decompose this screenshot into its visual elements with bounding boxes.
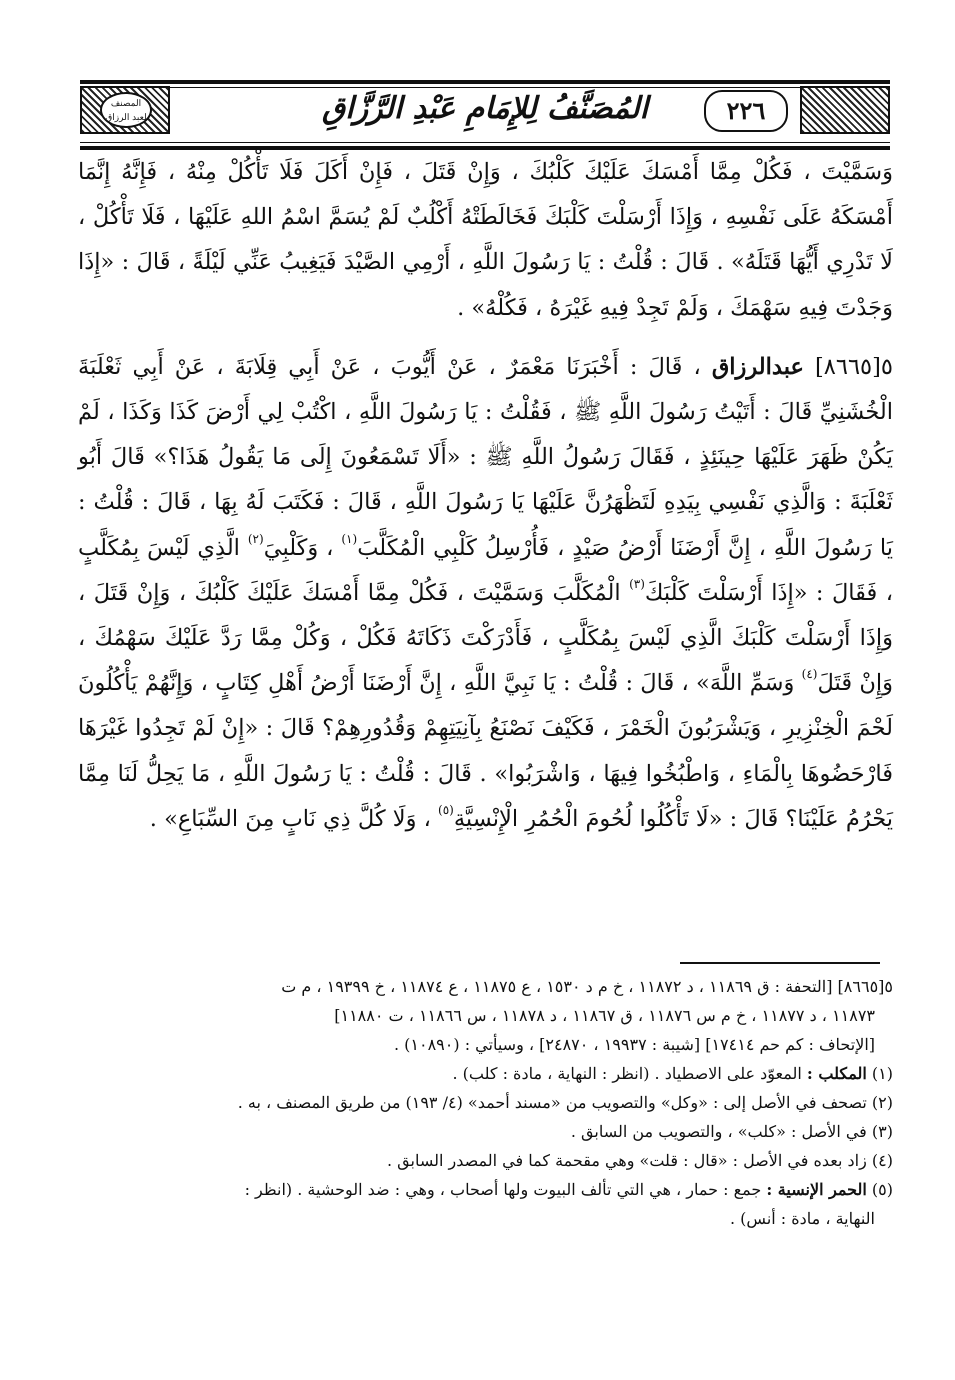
takhrij-line-1: ٥[٨٦٦٥] [التحفة : ق ١١٨٦٩ ، د ١١٨٧٢ ، خ م د ١٥٣٠ ، ع ١١٨٧٥ ، ع ١١٨٧٤ ، خ ١٩٣٩٩ ، م ت — [281, 977, 893, 996]
takhrij-line-2: ١١٨٧٣ ، د ١١٨٧٧ ، خ م س ١١٨٧٦ ، ق ١١٨٦٧ ، د ١١٨٧٨ ، س ١١٨٦٦ ، ت ١١٨٨٠] — [334, 1006, 875, 1025]
footnote-5-text: جمع : حمار ، هي التي تألف البيوت ولها أصحاب ، وهي : ضد الوحشية . (انظر : — [244, 1180, 762, 1199]
footnote-ref-1: (١) — [341, 531, 358, 546]
header-ornament-right — [800, 86, 890, 134]
footnote-2: (٢) تصحف في الأصل إلى : «وكل» والتصويب من «مسند أحمد» (٤/ ١٩٣) من طريق المصنف ، به . — [237, 1093, 893, 1112]
hadith-text-part-1: ، قَالَ : أَخْبَرَنَا مَعْمَرٌ ، عَنْ أَيُّوبَ ، عَنْ أَبِي قِلَابَةَ ، عَنْ أَبِي ثَعْلَبَةَ الْخُشَنِيِّ قَالَ : أَتَيْتُ رَسُولَ اللَّهِ ﷺ ، فَقُلْتُ : يَا رَسُولَ اللَّهِ ، اكْتُبْ لِي أَرْضَ كَذَا وَكَذَا ، لَمْ يَكُنْ ظَهَرَ عَلَيْهَا حِينَئِذٍ ، فَقَالَ رَسُولُ اللَّهِ ﷺ : «أَلَا تَسْمَعُونَ إِلَى مَا يَقُولُ هَذَا؟» قَالَ أَبُو ثَعْلَبَةَ : وَالَّذِي نَفْسِي بِيَدِهِ لَتَظْهَرُنَّ عَلَيْهَا يَا رَسُولَ اللَّهِ ، قَالَ : فَكَتَبَ لَهُ بِهَا ، قَالَ : قُلْتُ : يَا رَسُولَ اللَّهِ ، إِنَّ أَرْضَنَا أَرْضُ صَيْدٍ ، فَأُرْسِلُ كَلْبِي الْمُكَلَّبَ — [78, 353, 894, 561]
page-number: ٢٢٦ — [704, 90, 788, 132]
paragraph-1-text: وَسَمَّيْتَ ، فَكُلْ مِمَّا أَمْسَكَ عَلَيْكَ كَلْبُكَ ، وَإِنْ قَتَلَ ، فَإِنْ أَكَلَ فَلَا تَأْكُلْ مِنْهُ ، فَإِنَّهُ إِنَّمَا أَمْسَكَهُ عَلَى نَفْسِهِ ، وَإِذَا أَرْسَلْتَ كَلْبَكَ فَخَالَطَتْهُ أَكْلُبٌ لَمْ يُسَمَّ اسْمُ اللهِ عَلَيْهَا ، فَلَا تَأْكُلْ ، لَا تَدْرِي أَيُّهَا قَتَلَهُ» . قَالَ : قُلْتُ : يَا رَسُولَ اللَّهِ ، أَرْمِي الصَّيْدَ فَيَغِيبُ عَنِّي لَيْلَةً ، قَالَ : «إِذَا وَجَدْتَ فِيهِ سَهْمَكَ ، وَلَمْ تَجِدْ فِيهِ غَيْرَهُ ، فَكُلْهُ» . — [78, 159, 893, 321]
main-text — [78, 150, 893, 842]
footnote-ref-3: (٣) — [629, 576, 645, 591]
footnote-5 — [78, 1175, 893, 1204]
takhrij-line-3: [الإتحاف : كم حم ١٧٤١٤] [شيبة : ١٩٩٣٧ ، ٢٤٨٧٠] ، وسيأتي : (١٠٨٩٠) . — [393, 1035, 875, 1054]
narrator-name: عبدالرزاق — [711, 353, 804, 380]
hadith-text-part-2: ، وَكَلْبِيَ — [263, 534, 334, 561]
footnote-1-number: (١) — [871, 1064, 893, 1083]
footnote-divider — [680, 962, 880, 964]
footnote-1-text: المعوّد على الاصطياد . (انظر : النهاية ، مادة : كلب) . — [452, 1064, 802, 1083]
footnote-5-number: (٥) — [871, 1180, 893, 1199]
footnote-1-term: المكلب : — [806, 1064, 867, 1083]
hadith-text-part-3: الَّذِي لَيْسَ بِمُكَلَّبٍ ، فَقَالَ : «إِذَا أَرْسَلْتَ كَلْبَكَ — [78, 534, 894, 606]
header-ornament-left — [80, 86, 170, 134]
footnote-4: (٤) زاد بعده في الأصل : «قال : قلت» وهي مقحمة كما في المصدر السابق . — [386, 1151, 893, 1170]
hadith-number: ٥[٨٦٦٥] — [815, 353, 893, 380]
footnotes — [78, 972, 893, 1233]
hadith-text-part-6: ، وَلَا كُلَّ ذِي نَابٍ مِنَ السِّبَاعِ» . — [149, 805, 431, 832]
hadith-text-part-5: وَسَمِّ اللَّهَ» ، قَالَ : قُلْتُ : يَا نَبِيَّ اللَّهِ ، إِنَّ أَرْضَنَا أَرْضُ أَهْلِ كِتَابٍ ، وَإِنَّهُمْ يَأْكُلُونَ لَحْمَ الْخِنْزِيرِ ، وَيَشْرَبُونَ الْخَمْرَ ، فَكَيْفَ نَصْنَعُ بِآنِيَتِهِمْ وَقُدُورِهِمْ؟ قَالَ : «إِنْ لَمْ تَجِدُوا غَيْرَهَا فَارْحَضُوهَا بِالْمَاءِ ، وَاطْبُخُوا فِيهَا ، وَاشْرَبُوا» . قَالَ : قُلْتُ : يَا رَسُولَ اللَّهِ ، مَا يَحِلُّ لَنَا مِمَّا يَحْرُمُ عَلَيْنَا؟ قَالَ : «لَا تَأْكُلُوا لُحُومَ الْحُمُرِ الْإِنْسِيَّةِ — [78, 670, 893, 832]
footnote-ref-4: (٤) — [801, 667, 818, 682]
running-title: المُصَنَّفُ لِلإِمَامِ عَبْدِ الرَّزَّاقِ — [322, 91, 648, 126]
paragraph-continuation — [78, 150, 893, 331]
book-medallion-logo: المصنف لعبد الرزاق — [100, 92, 152, 128]
footnote-5-term: الحمر الإنسية : — [766, 1180, 867, 1199]
footnote-3: (٣) في الأصل : «كلب» ، والتصويب من السابق . — [570, 1122, 893, 1141]
footnote-1 — [78, 1059, 893, 1088]
hadith-text-part-4: الْمُكَلَّبَ وَسَمَّيْتَ ، فَكُلْ مِمَّا أَمْسَكَ عَلَيْكَ كَلْبُكَ ، وَإِنْ قَتَلَ ، وَإِذَا أَرْسَلْتَ كَلْبَكَ الَّذِي لَيْسَ بِمُكَلَّبٍ ، فَأَدْرَكْتَ ذَكَاتَهُ فَكُلْ ، وَكُلْ مِمَّا رَدَّ عَلَيْكَ سَهْمُكَ ، وَإِنْ قَتَلَ — [78, 579, 893, 697]
page-header — [80, 80, 890, 150]
footnote-ref-2: (٢) — [247, 531, 264, 546]
hadith-paragraph — [78, 345, 893, 842]
footnote-ref-5: (٥) — [438, 802, 454, 817]
footnote-5-continuation: النهاية ، مادة : أنس) . — [730, 1209, 875, 1228]
